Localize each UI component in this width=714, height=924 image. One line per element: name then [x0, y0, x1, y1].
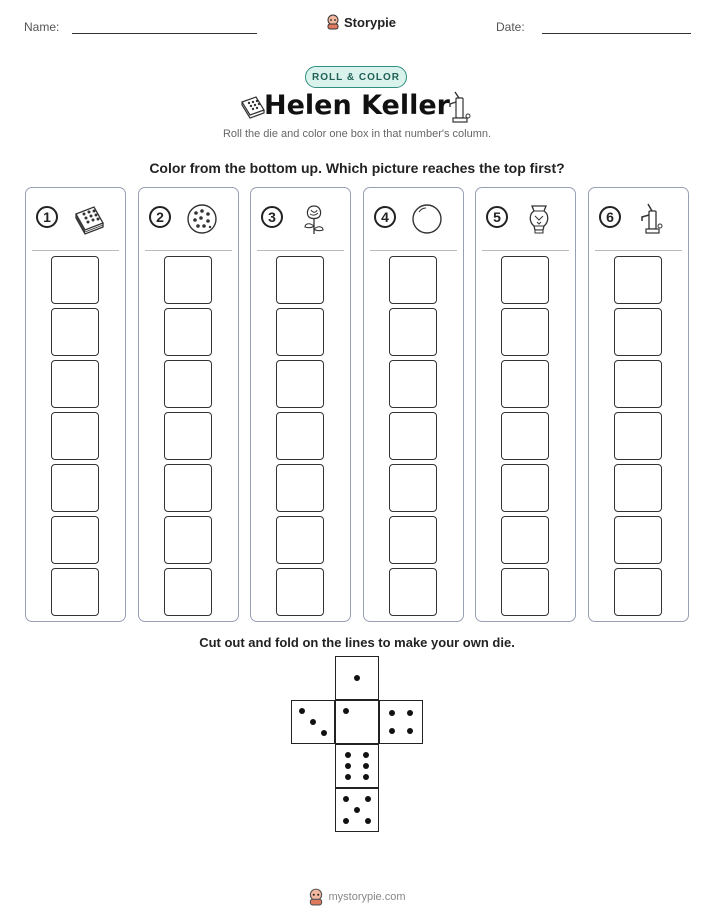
die-pip — [407, 710, 413, 716]
die-face-1-top[interactable] — [335, 656, 379, 700]
die-pip — [299, 708, 305, 714]
color-box[interactable] — [276, 256, 324, 304]
brand-logo — [326, 14, 396, 30]
color-box[interactable] — [164, 412, 212, 460]
color-box[interactable] — [51, 256, 99, 304]
die-pip — [389, 710, 395, 716]
footer — [0, 888, 714, 906]
color-box[interactable] — [389, 256, 437, 304]
color-box[interactable] — [51, 516, 99, 564]
column-1 — [25, 187, 126, 622]
die-pip — [354, 675, 360, 681]
color-box[interactable] — [276, 412, 324, 460]
column-6 — [588, 187, 689, 622]
die-pip — [345, 752, 351, 758]
column-divider — [32, 250, 119, 251]
color-box[interactable] — [501, 516, 549, 564]
color-box[interactable] — [501, 568, 549, 616]
column-divider — [482, 250, 569, 251]
die-pip — [363, 763, 369, 769]
color-box[interactable] — [614, 360, 662, 408]
color-box[interactable] — [614, 568, 662, 616]
die-pip — [365, 818, 371, 824]
color-box[interactable] — [501, 412, 549, 460]
color-box[interactable] — [501, 464, 549, 512]
color-box[interactable] — [276, 568, 324, 616]
vase-icon — [522, 202, 556, 236]
die-face-5[interactable] — [335, 788, 379, 832]
color-box[interactable] — [614, 308, 662, 356]
column-divider — [370, 250, 457, 251]
color-box[interactable] — [51, 568, 99, 616]
column-divider — [145, 250, 232, 251]
die-pip — [407, 728, 413, 734]
water-pump-icon — [446, 90, 474, 124]
color-box[interactable] — [389, 360, 437, 408]
die-pip — [343, 708, 349, 714]
die-pip — [363, 774, 369, 780]
die-pip — [345, 763, 351, 769]
die-face-4[interactable] — [379, 700, 423, 744]
die-pip — [365, 796, 371, 802]
name-label: Name: — [24, 20, 60, 34]
color-box[interactable] — [164, 256, 212, 304]
die-face-3[interactable] — [291, 700, 335, 744]
storypie-mascot-icon — [308, 888, 324, 906]
roll-color-badge: ROLL & COLOR — [305, 66, 407, 88]
color-box[interactable] — [164, 464, 212, 512]
color-box[interactable] — [51, 308, 99, 356]
die-pip — [343, 796, 349, 802]
color-box[interactable] — [389, 308, 437, 356]
column-divider — [257, 250, 344, 251]
column-2 — [138, 187, 239, 622]
instruction-text: Color from the bottom up. Which picture reaches the top first? — [149, 160, 565, 176]
column-4 — [363, 187, 464, 622]
color-box[interactable] — [51, 412, 99, 460]
die-pip — [343, 818, 349, 824]
die-pip — [345, 774, 351, 780]
braille-cookie-icon — [185, 202, 219, 236]
color-box[interactable] — [389, 516, 437, 564]
die-pip — [321, 730, 327, 736]
column-number: 4 — [374, 206, 396, 228]
color-box[interactable] — [51, 360, 99, 408]
color-box[interactable] — [614, 464, 662, 512]
subtitle: Roll the die and color one box in that number's column. — [222, 128, 492, 140]
color-box[interactable] — [276, 360, 324, 408]
brand-name: Storypie — [344, 14, 397, 30]
die-pip — [363, 752, 369, 758]
color-box[interactable] — [276, 308, 324, 356]
die-face-6[interactable] — [335, 744, 379, 788]
color-box[interactable] — [389, 412, 437, 460]
column-number: 5 — [486, 206, 508, 228]
footer-url: mystorypie.com — [328, 891, 406, 903]
color-box[interactable] — [276, 464, 324, 512]
die-pip — [389, 728, 395, 734]
die-pip — [310, 719, 316, 725]
date-line[interactable] — [542, 33, 691, 34]
braille-book-icon — [72, 202, 106, 236]
column-divider — [595, 250, 682, 251]
water-pump-icon — [635, 202, 669, 236]
color-box[interactable] — [389, 568, 437, 616]
column-number: 1 — [36, 206, 58, 228]
die-face-1-center[interactable] — [335, 700, 379, 744]
name-line[interactable] — [72, 33, 257, 34]
storypie-mascot-icon — [326, 14, 340, 30]
column-number: 2 — [149, 206, 171, 228]
ball-icon — [410, 202, 444, 236]
color-box[interactable] — [164, 568, 212, 616]
color-box[interactable] — [389, 464, 437, 512]
color-box[interactable] — [276, 516, 324, 564]
color-box[interactable] — [501, 256, 549, 304]
color-box[interactable] — [51, 464, 99, 512]
die-pip — [354, 807, 360, 813]
column-number: 3 — [261, 206, 283, 228]
color-box[interactable] — [614, 412, 662, 460]
color-box[interactable] — [501, 308, 549, 356]
date-label: Date: — [496, 20, 525, 34]
color-box[interactable] — [614, 516, 662, 564]
page-title: Helen Keller — [264, 90, 450, 121]
color-box[interactable] — [164, 360, 212, 408]
color-box[interactable] — [164, 308, 212, 356]
column-5 — [475, 187, 576, 622]
cut-instruction: Cut out and fold on the lines to make your own die. — [199, 635, 515, 650]
color-box[interactable] — [501, 360, 549, 408]
column-3 — [250, 187, 351, 622]
color-box[interactable] — [614, 256, 662, 304]
color-box[interactable] — [164, 516, 212, 564]
rose-icon — [297, 202, 331, 236]
column-number: 6 — [599, 206, 621, 228]
